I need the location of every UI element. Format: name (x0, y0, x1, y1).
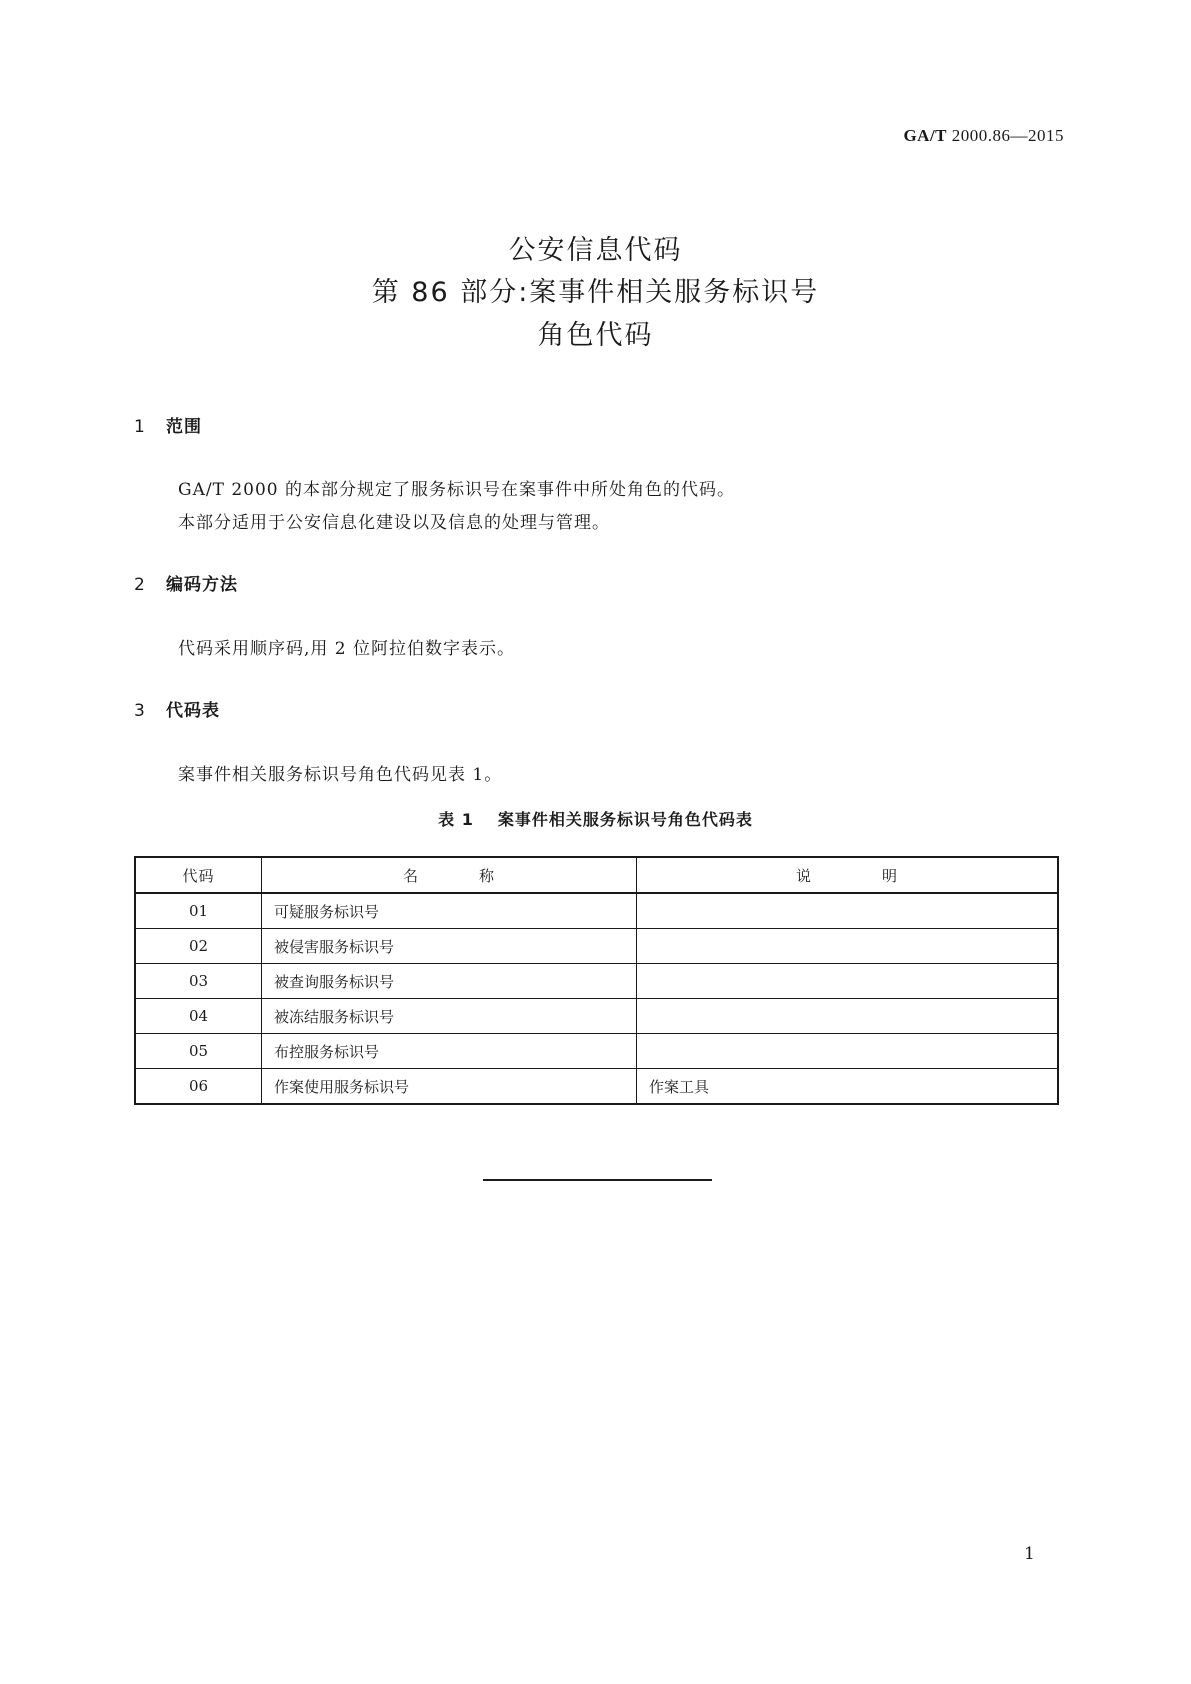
table-caption-label: 表 1 (438, 810, 474, 829)
cell-code: 01 (135, 893, 262, 929)
section-number: 2 (134, 575, 146, 595)
header-desc-char-1: 说 (795, 866, 812, 885)
table-caption-title: 案事件相关服务标识号角色代码表 (497, 810, 753, 829)
header-code: 代码 (135, 857, 262, 893)
cell-code: 04 (135, 999, 262, 1034)
standard-prefix: GA/T (903, 126, 947, 145)
doc-title-line-1: 公安信息代码 (508, 235, 683, 266)
table-row (135, 964, 1058, 999)
cell-description: 作案工具 (637, 1069, 1059, 1105)
section-heading-code-table (134, 696, 220, 721)
doc-title-line-2: 第 86 部分:案事件相关服务标识号 (371, 277, 820, 308)
cell-name: 被查询服务标识号 (262, 964, 637, 999)
section-title: 编码方法 (166, 575, 238, 595)
table-row (135, 1069, 1058, 1105)
cell-description (637, 929, 1059, 964)
cell-description (637, 999, 1059, 1034)
section-number: 1 (134, 417, 146, 437)
cell-name: 被侵害服务标识号 (262, 929, 637, 964)
end-of-document-rule (483, 1179, 712, 1181)
code-table (134, 856, 1059, 1105)
cell-name: 被冻结服务标识号 (262, 999, 637, 1034)
cell-description (637, 1034, 1059, 1069)
cell-name: 布控服务标识号 (262, 1034, 637, 1069)
cell-name: 作案使用服务标识号 (262, 1069, 637, 1105)
doc-title-line-3: 角色代码 (537, 320, 654, 351)
cell-description (637, 964, 1059, 999)
header-name (262, 857, 637, 893)
standard-code: 2000.86—2015 (947, 126, 1064, 145)
table-header-row (135, 857, 1058, 893)
page-number: 1 (1024, 1544, 1035, 1564)
section-heading-method (134, 570, 238, 595)
header-description (637, 857, 1059, 893)
table-row (135, 929, 1058, 964)
cell-code: 02 (135, 929, 262, 964)
table-reference-paragraph: 案事件相关服务标识号角色代码见表 1。 (178, 765, 503, 785)
scope-paragraph-1: GA/T 2000 的本部分规定了服务标识号在案事件中所处角色的代码。 (178, 480, 735, 500)
header-name-char-1: 名 (402, 866, 419, 885)
method-paragraph: 代码采用顺序码,用 2 位阿拉伯数字表示。 (178, 639, 516, 659)
table-row (135, 893, 1058, 929)
table-row (135, 999, 1058, 1034)
cell-code: 05 (135, 1034, 262, 1069)
table-row (135, 1034, 1058, 1069)
header-name-char-2: 称 (479, 866, 496, 885)
table-caption (0, 807, 1191, 830)
cell-code: 03 (135, 964, 262, 999)
section-title: 范围 (166, 417, 202, 437)
header-desc-char-2: 明 (882, 866, 899, 885)
section-number: 3 (134, 701, 146, 721)
cell-code: 06 (135, 1069, 262, 1105)
cell-description (637, 893, 1059, 929)
scope-paragraph-2: 本部分适用于公安信息化建设以及信息的处理与管理。 (178, 513, 610, 533)
standard-number (903, 126, 1064, 146)
section-heading-scope (134, 412, 202, 437)
section-title: 代码表 (166, 701, 220, 721)
cell-name: 可疑服务标识号 (262, 893, 637, 929)
